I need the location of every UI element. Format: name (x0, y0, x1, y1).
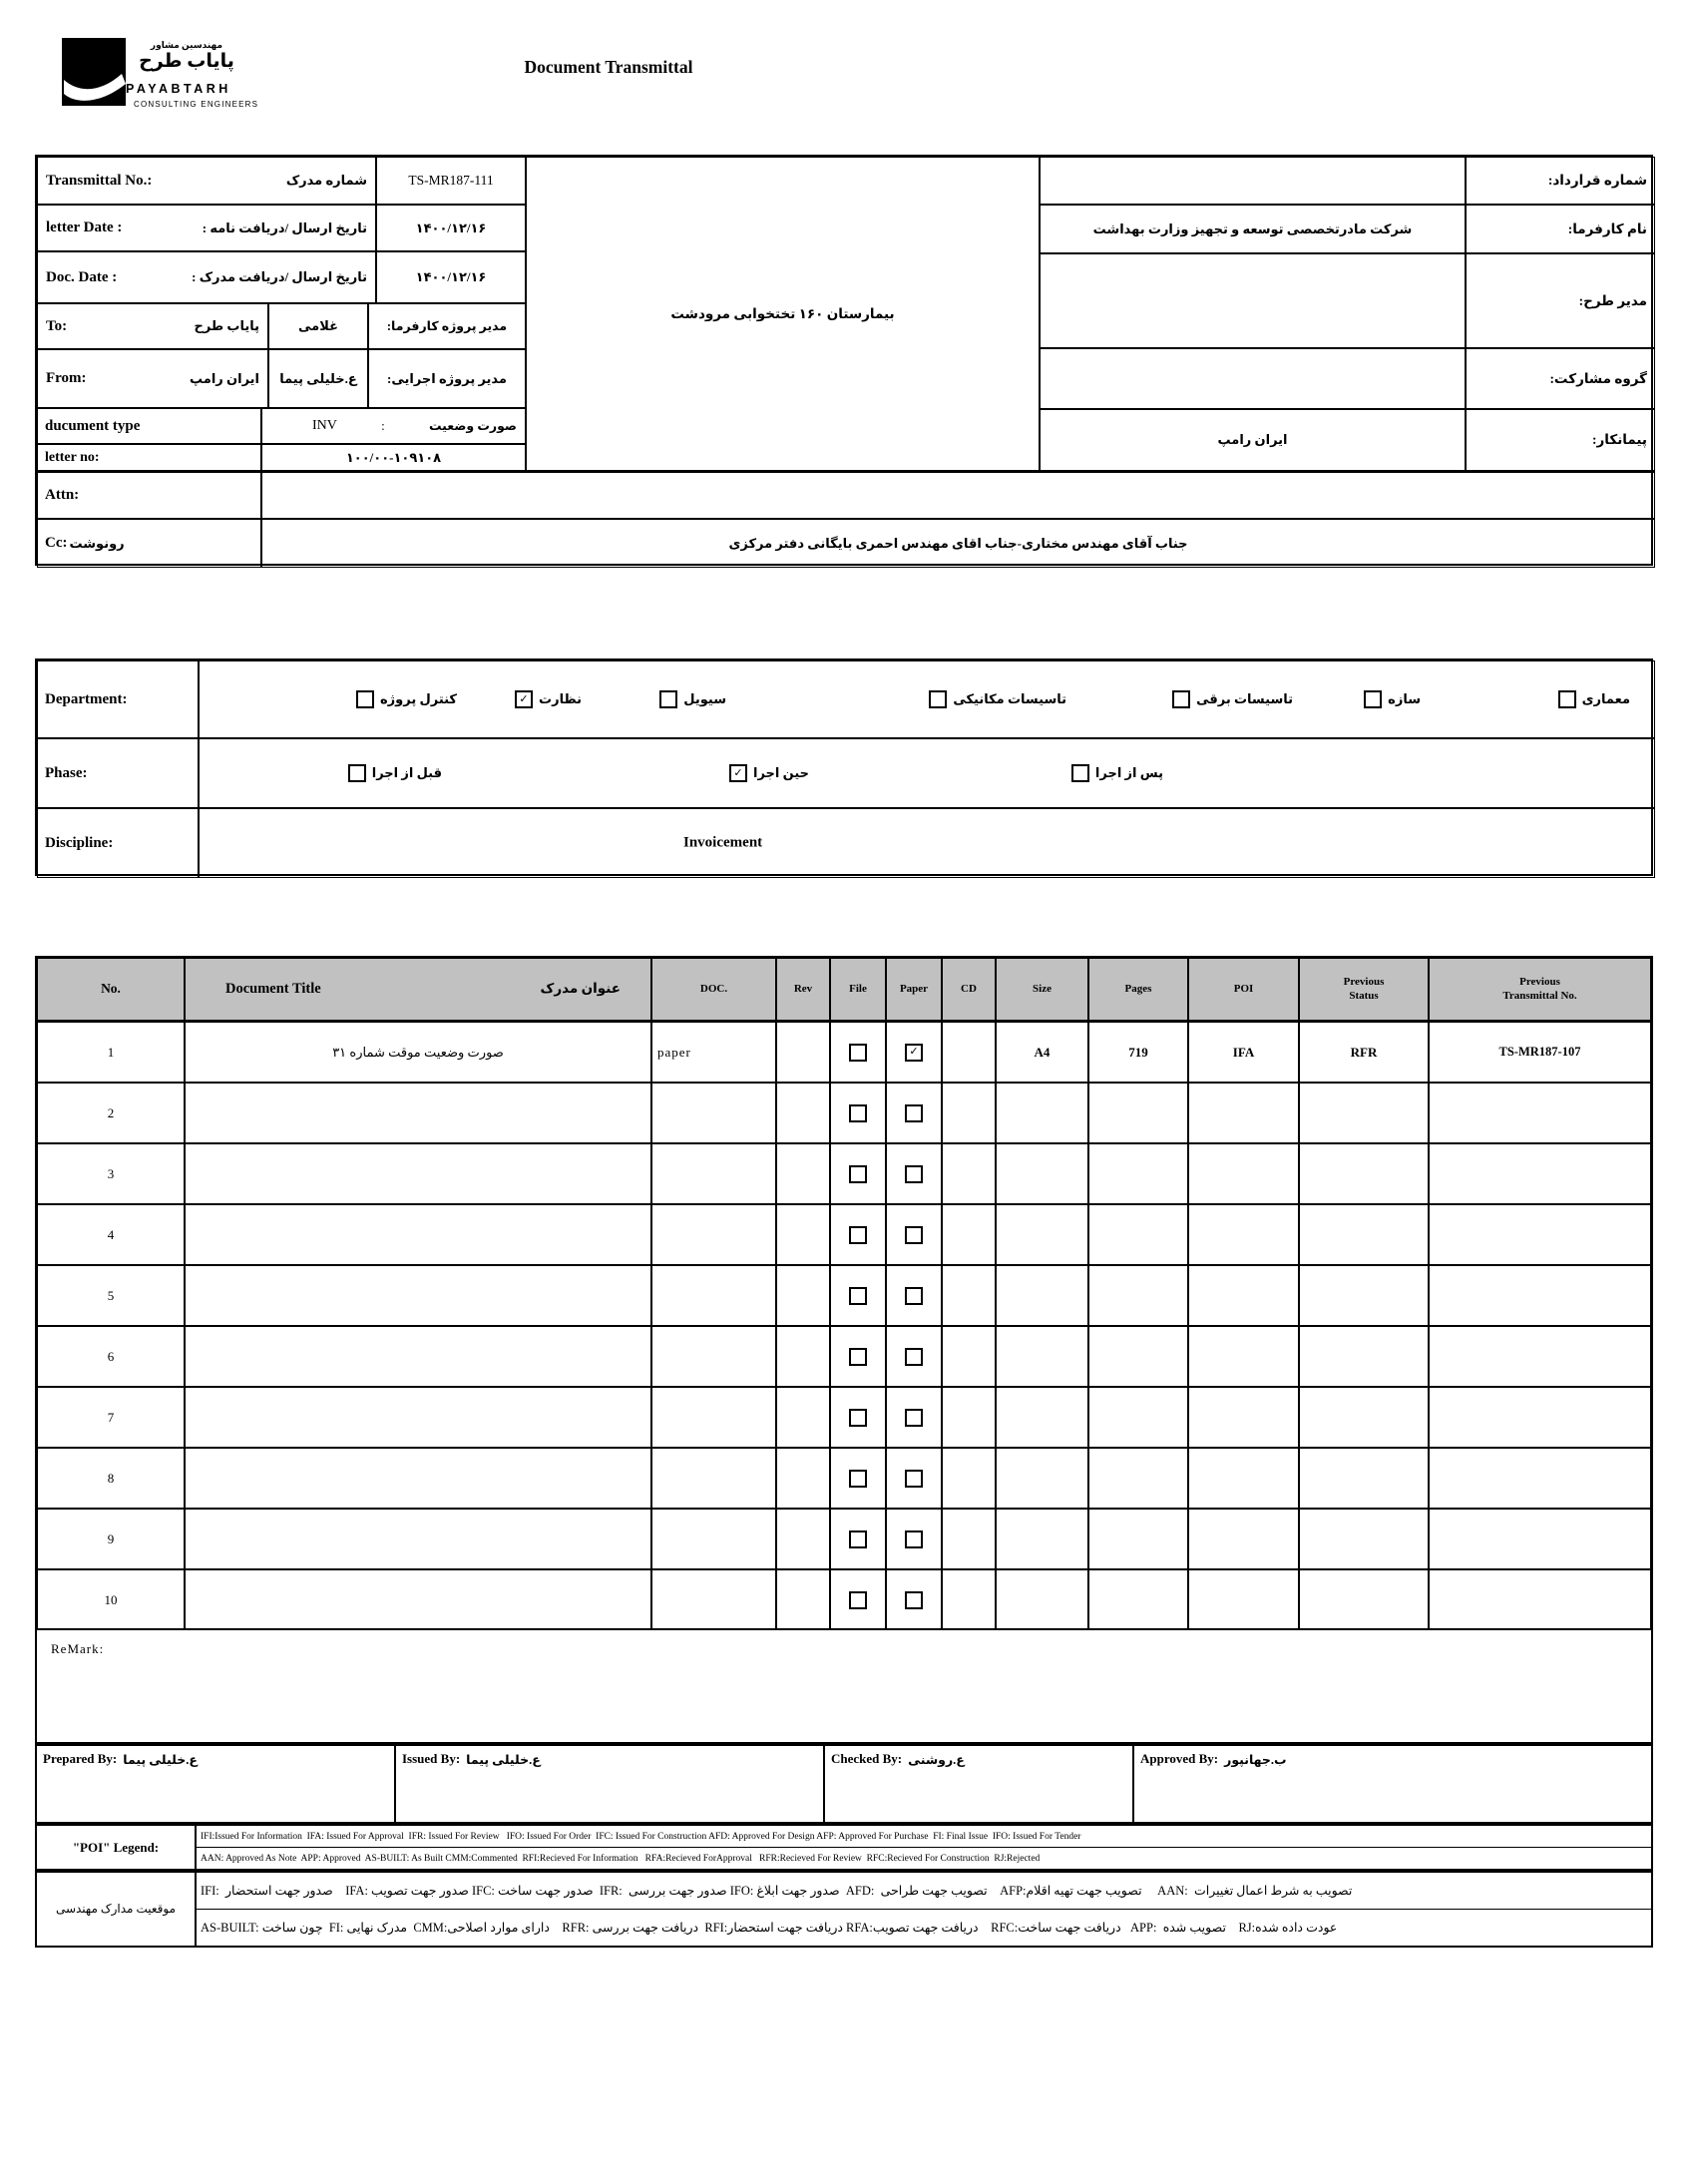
cc-label-en: Cc: (45, 535, 68, 551)
row-title (185, 1569, 651, 1630)
row-prev-status (1299, 1448, 1429, 1509)
row-file (830, 1326, 886, 1387)
row-prev-status: RFR (1299, 1022, 1429, 1083)
poi-legend-en (35, 1824, 1653, 1871)
letter-no-value: ۱۰۰/۰۰-۱۰۹۱۰۸ (261, 444, 526, 471)
row-doc (651, 1569, 776, 1630)
letter-date-label-en: letter Date : (46, 219, 123, 235)
letter-no-label: letter no: (45, 449, 100, 465)
doc-type-fa: صورت وضعیت (428, 419, 517, 433)
row-prev-transmittal (1429, 1083, 1651, 1143)
checked-by-label: Checked By: (831, 1751, 903, 1766)
row-size (996, 1204, 1088, 1265)
row-file (830, 1509, 886, 1569)
col-header-rev: Rev (776, 958, 830, 1022)
row-rev (776, 1143, 830, 1204)
row-doc (651, 1265, 776, 1326)
row-prev-status (1299, 1326, 1429, 1387)
department-label-cell (37, 660, 199, 738)
row-rev (776, 1204, 830, 1265)
row-pages (1088, 1143, 1188, 1204)
phase-label-cell (37, 738, 199, 808)
department-item-mechanical: تاسیسات مکانیکی (929, 690, 1066, 708)
row-no: 10 (37, 1569, 185, 1630)
phase-item-during: ✓ حین اجرا (729, 764, 809, 782)
row-rev (776, 1326, 830, 1387)
row-paper (886, 1387, 942, 1448)
row-no: 9 (37, 1509, 185, 1569)
department-item-memari: معماری (1558, 690, 1630, 708)
poi-legend-en-line2: AAN: Approved As Note APP: Approved AS-BUILT: As Built CMM:Commented RFI:Recieved For Information RFA:Recieved ForApproval RFR:Recieved For Review RFC:Recieved For Construction RJ:Rejected (201, 1853, 1041, 1864)
prepared-by-name: ع.خلیلی پیما (123, 1753, 198, 1767)
row-paper (886, 1204, 942, 1265)
row-title (185, 1083, 651, 1143)
row-paper (886, 1143, 942, 1204)
client-name-value: شرکت مادرتخصصی توسعه و تجهیز وزارت بهداشت (1040, 205, 1466, 253)
remark-label: ReMark: (51, 1641, 105, 1656)
department-options (199, 660, 1655, 738)
row-pages (1088, 1448, 1188, 1509)
row-paper (886, 1448, 942, 1509)
row-no: 2 (37, 1083, 185, 1143)
row-paper (886, 1022, 942, 1083)
remark-box (35, 1628, 1653, 1744)
row-size: A4 (996, 1022, 1088, 1083)
poi-legend-label: "POI" Legend: (37, 1826, 197, 1869)
row-poi (1188, 1387, 1299, 1448)
row-doc (651, 1083, 776, 1143)
row-pages (1088, 1509, 1188, 1569)
row-rev (776, 1448, 830, 1509)
department-item-sazeh: سازه (1364, 690, 1421, 708)
file-checkbox[interactable] (849, 1348, 867, 1366)
paper-checkbox[interactable] (905, 1287, 923, 1305)
row-no: 3 (37, 1143, 185, 1204)
row-prev-transmittal (1429, 1387, 1651, 1448)
file-checkbox[interactable] (849, 1165, 867, 1183)
discipline-label-cell (37, 808, 199, 878)
row-size (996, 1509, 1088, 1569)
row-title (185, 1509, 651, 1569)
row-rev (776, 1265, 830, 1326)
row-transmittal-no (37, 157, 376, 205)
doc-type-separator: : (381, 418, 385, 433)
file-checkbox[interactable] (849, 1409, 867, 1427)
attn-label: Attn: (45, 487, 80, 503)
phase-item-after: پس از اجرا (1071, 764, 1163, 782)
poi-legend-fa (35, 1871, 1653, 1948)
to-role: مدیر پروژه کارفرما: (368, 303, 526, 349)
row-pages (1088, 1569, 1188, 1630)
col-header-size: Size (996, 958, 1088, 1022)
prepared-by-cell (37, 1746, 396, 1822)
paper-checkbox[interactable] (905, 1348, 923, 1366)
from-label: From: (46, 370, 87, 386)
classification-table (35, 658, 1653, 876)
row-cd (942, 1204, 996, 1265)
row-size (996, 1387, 1088, 1448)
row-poi (1188, 1265, 1299, 1326)
row-doc (651, 1509, 776, 1569)
row-file (830, 1083, 886, 1143)
doc-date-label-fa: تاریخ ارسال /دریافت مدرک : (192, 269, 367, 284)
file-checkbox[interactable] (849, 1104, 867, 1122)
row-poi (1188, 1326, 1299, 1387)
transmittal-info-table (35, 155, 1653, 566)
row-file (830, 1569, 886, 1630)
row-prev-transmittal (1429, 1509, 1651, 1569)
col-header-pages: Pages (1088, 958, 1188, 1022)
row-cd (942, 1083, 996, 1143)
transmittal-no-value: TS-MR187-111 (376, 157, 526, 205)
file-checkbox[interactable] (849, 1470, 867, 1488)
doc-type-code: INV (312, 418, 337, 433)
logo-text-fa-small: مهندسین مشاور (150, 40, 223, 50)
checkbox-electrical[interactable] (1172, 690, 1190, 708)
to-label: To: (46, 317, 68, 334)
plan-manager-label: مدیر طرح: (1466, 253, 1655, 348)
cc-label-fa: رونوشت (69, 535, 125, 551)
checkbox-sazeh[interactable] (1364, 690, 1382, 708)
row-poi (1188, 1509, 1299, 1569)
row-title (185, 1387, 651, 1448)
from-value: ایران رامپ (190, 370, 259, 386)
row-paper (886, 1569, 942, 1630)
col-header-poi: POI (1188, 958, 1299, 1022)
discipline-value-cell (199, 808, 1655, 878)
row-prev-status (1299, 1143, 1429, 1204)
file-checkbox[interactable] (849, 1591, 867, 1609)
paper-checkbox[interactable] (905, 1530, 923, 1548)
department-item-electrical: تاسیسات برقی (1172, 690, 1293, 708)
row-paper (886, 1265, 942, 1326)
partnership-value (1040, 348, 1466, 409)
row-prev-status (1299, 1387, 1429, 1448)
checkbox-nezarat[interactable]: ✓ (515, 690, 533, 708)
row-title (185, 1143, 651, 1204)
row-prev-transmittal (1429, 1204, 1651, 1265)
row-size (996, 1448, 1088, 1509)
project-name-cell: بیمارستان ۱۶۰ تختخوابی مرودشت (526, 157, 1040, 471)
phase-options (199, 738, 1655, 808)
transmittal-no-label-en: Transmittal No.: (46, 172, 153, 189)
to-person: غلامی (268, 303, 368, 349)
paper-checkbox[interactable] (905, 1226, 923, 1244)
contractor-label: پیمانکار: (1466, 409, 1655, 471)
row-prev-transmittal: TS-MR187-107 (1429, 1022, 1651, 1083)
checked-by-name: ع.روشنی (908, 1753, 965, 1767)
poi-legend-fa-label: موقعیت مدارک مهندسی (37, 1873, 197, 1946)
checkbox-mechanical[interactable] (929, 690, 947, 708)
paper-checkbox[interactable] (905, 1409, 923, 1427)
row-no: 6 (37, 1326, 185, 1387)
doc-date-value: ۱۴۰۰/۱۲/۱۶ (376, 251, 526, 303)
paper-checkbox[interactable]: ✓ (905, 1044, 923, 1062)
row-prev-transmittal (1429, 1265, 1651, 1326)
row-rev (776, 1387, 830, 1448)
cc-label-cell (37, 519, 261, 568)
row-title (185, 1204, 651, 1265)
row-prev-status (1299, 1204, 1429, 1265)
col-header-title: Document Title عنوان مدرک (185, 958, 651, 1022)
to-value: پایاب طرح (194, 318, 259, 333)
letter-date-value: ۱۴۰۰/۱۲/۱۶ (376, 205, 526, 251)
checkbox-phase-after[interactable] (1071, 764, 1089, 782)
row-file (830, 1204, 886, 1265)
issued-by-name: ع.خلیلی پیما (466, 1753, 541, 1767)
row-pages (1088, 1265, 1188, 1326)
row-doc (651, 1204, 776, 1265)
row-title (185, 1265, 651, 1326)
client-name-label: نام کارفرما: (1466, 205, 1655, 253)
row-pages (1088, 1204, 1188, 1265)
attn-value-cell (261, 471, 1655, 519)
row-pages (1088, 1326, 1188, 1387)
col-header-cd: CD (942, 958, 996, 1022)
row-cd (942, 1448, 996, 1509)
row-file (830, 1022, 886, 1083)
row-rev (776, 1022, 830, 1083)
row-prev-status (1299, 1569, 1429, 1630)
row-rev (776, 1509, 830, 1569)
row-poi (1188, 1569, 1299, 1630)
issued-by-label: Issued By: (402, 1751, 461, 1766)
row-cd (942, 1387, 996, 1448)
doc-type-value (261, 408, 526, 444)
discipline-value: Invoicement (683, 834, 763, 851)
col-header-paper: Paper (886, 958, 942, 1022)
row-rev (776, 1569, 830, 1630)
doc-type-label: ducument type (45, 417, 141, 434)
row-prev-transmittal (1429, 1326, 1651, 1387)
page-title: Document Transmittal (524, 57, 693, 77)
row-doc (651, 1326, 776, 1387)
col-header-file: File (830, 958, 886, 1022)
row-cd (942, 1265, 996, 1326)
contract-no-label: شماره قرارداد: (1466, 157, 1655, 205)
row-prev-status (1299, 1509, 1429, 1569)
paper-checkbox[interactable] (905, 1165, 923, 1183)
prepared-by-label: Prepared By: (43, 1751, 118, 1766)
row-file (830, 1143, 886, 1204)
department-label: Department: (45, 690, 128, 707)
department-item-project-control: کنترل پروژه (356, 690, 457, 708)
discipline-label: Discipline: (45, 834, 114, 851)
checkbox-project-control[interactable] (356, 690, 374, 708)
checkbox-civil[interactable] (659, 690, 677, 708)
row-cd (942, 1569, 996, 1630)
letter-date-label-fa: تاریخ ارسال /دریافت نامه : (202, 219, 367, 235)
row-file (830, 1387, 886, 1448)
row-title: صورت وضعیت موقت شماره ۳۱ (185, 1022, 651, 1083)
col-header-prev-status: Previous Status (1299, 958, 1429, 1022)
file-checkbox[interactable] (849, 1044, 867, 1062)
issued-by-cell (396, 1746, 825, 1822)
col-header-prev-transmittal: Previous Transmittal No. (1429, 958, 1651, 1022)
row-cd (942, 1509, 996, 1569)
row-no: 7 (37, 1387, 185, 1448)
row-poi (1188, 1448, 1299, 1509)
approved-by-name: ب.جهانپور (1224, 1753, 1287, 1767)
row-prev-status (1299, 1083, 1429, 1143)
row-file (830, 1448, 886, 1509)
contract-no-value (1040, 157, 1466, 205)
row-doc (651, 1143, 776, 1204)
signature-row (35, 1744, 1653, 1824)
row-paper (886, 1083, 942, 1143)
row-pages (1088, 1387, 1188, 1448)
row-poi (1188, 1204, 1299, 1265)
row-size (996, 1569, 1088, 1630)
row-size (996, 1326, 1088, 1387)
row-doc-type-label (37, 408, 261, 444)
cc-value-cell: جناب آقای مهندس مختاری-جناب اقای مهندس احمری بایگانی دفتر مرکزی (261, 519, 1655, 568)
file-checkbox[interactable] (849, 1287, 867, 1305)
phase-label: Phase: (45, 764, 88, 781)
plan-manager-value (1040, 253, 1466, 348)
checkbox-phase-before[interactable] (348, 764, 366, 782)
row-no: 1 (37, 1022, 185, 1083)
row-prev-transmittal (1429, 1143, 1651, 1204)
approved-by-label: Approved By: (1140, 1751, 1219, 1766)
logo-text-en: PAYABTARH (126, 82, 231, 96)
row-prev-transmittal (1429, 1448, 1651, 1509)
file-checkbox[interactable] (849, 1226, 867, 1244)
row-size (996, 1265, 1088, 1326)
row-no: 4 (37, 1204, 185, 1265)
paper-checkbox[interactable] (905, 1470, 923, 1488)
logo-mark-icon (62, 38, 126, 106)
department-item-nezarat: ✓ نظارت (515, 690, 582, 708)
from-role: مدیر پروژه اجرایی: (368, 349, 526, 408)
checkbox-memari[interactable] (1558, 690, 1576, 708)
row-doc (651, 1387, 776, 1448)
company-logo (62, 36, 311, 116)
poi-legend-fa-line2: AS-BUILT: چون ساخت FI: مدرک نهایی CMM:دارای موارد اصلاحی RFR: دریافت جهت بررسی RFI:دریافت جهت استحضار RFA:دریافت جهت تصویب RFC:دریافت جهت ساخت APP: تصویب شده RJ:عودت داده شده (201, 1921, 1338, 1935)
row-poi: IFA (1188, 1022, 1299, 1083)
contractor-value: ایران رامپ (1040, 409, 1466, 471)
transmittal-no-label-fa: شماره مدرک (285, 173, 367, 188)
row-pages (1088, 1083, 1188, 1143)
phase-item-before: قبل از اجرا (348, 764, 442, 782)
department-item-civil: سیویل (659, 690, 726, 708)
row-no: 8 (37, 1448, 185, 1509)
documents-table (35, 956, 1653, 1632)
row-cd (942, 1143, 996, 1204)
row-letter-date (37, 205, 376, 251)
row-prev-transmittal (1429, 1569, 1651, 1630)
checkbox-phase-during[interactable]: ✓ (729, 764, 747, 782)
poi-legend-en-line1: IFI:Issued For Information IFA: Issued For Approval IFR: Issued For Review IFO: Issued For Order IFC: Issued For Construction AFD: Approved For Design AFP: Approved For Purchase FI: Final Issue IFO: Issued For Tender (197, 1826, 1651, 1848)
row-doc: paper (651, 1022, 776, 1083)
row-no: 5 (37, 1265, 185, 1326)
attn-label-cell (37, 471, 261, 519)
row-doc-date (37, 251, 376, 303)
row-pages: 719 (1088, 1022, 1188, 1083)
row-paper (886, 1326, 942, 1387)
logo-text-fa-main: پایاب طرح (139, 51, 234, 72)
paper-checkbox[interactable] (905, 1104, 923, 1122)
row-size (996, 1083, 1088, 1143)
row-poi (1188, 1143, 1299, 1204)
file-checkbox[interactable] (849, 1530, 867, 1548)
doc-date-label-en: Doc. Date : (46, 268, 118, 285)
row-doc (651, 1448, 776, 1509)
row-to (37, 303, 268, 349)
col-header-doc: DOC. (651, 958, 776, 1022)
row-from (37, 349, 268, 408)
row-file (830, 1265, 886, 1326)
row-letter-no-label (37, 444, 261, 471)
poi-legend-fa-line1: IFI: صدور جهت استحضار IFA: صدور جهت تصویب IFC: صدور جهت ساخت IFR: صدور جهت بررسی IFO: صدور جهت ابلاغ AFD: تصویب جهت طراحی AFP:تصویب جهت تهیه اقلام AAN: تصویب به شرط اعمال تغییرات (197, 1873, 1651, 1910)
checked-by-cell (825, 1746, 1134, 1822)
row-size (996, 1143, 1088, 1204)
row-title (185, 1326, 651, 1387)
row-poi (1188, 1083, 1299, 1143)
row-title (185, 1448, 651, 1509)
row-paper (886, 1509, 942, 1569)
row-cd (942, 1022, 996, 1083)
col-header-no: No. (37, 958, 185, 1022)
logo-text-en-sub: CONSULTING ENGINEERS (134, 100, 259, 109)
row-prev-status (1299, 1265, 1429, 1326)
row-cd (942, 1326, 996, 1387)
from-person: ع.خلیلی پیما (268, 349, 368, 408)
approved-by-cell (1134, 1746, 1651, 1822)
partnership-label: گروه مشارکت: (1466, 348, 1655, 409)
row-rev (776, 1083, 830, 1143)
paper-checkbox[interactable] (905, 1591, 923, 1609)
